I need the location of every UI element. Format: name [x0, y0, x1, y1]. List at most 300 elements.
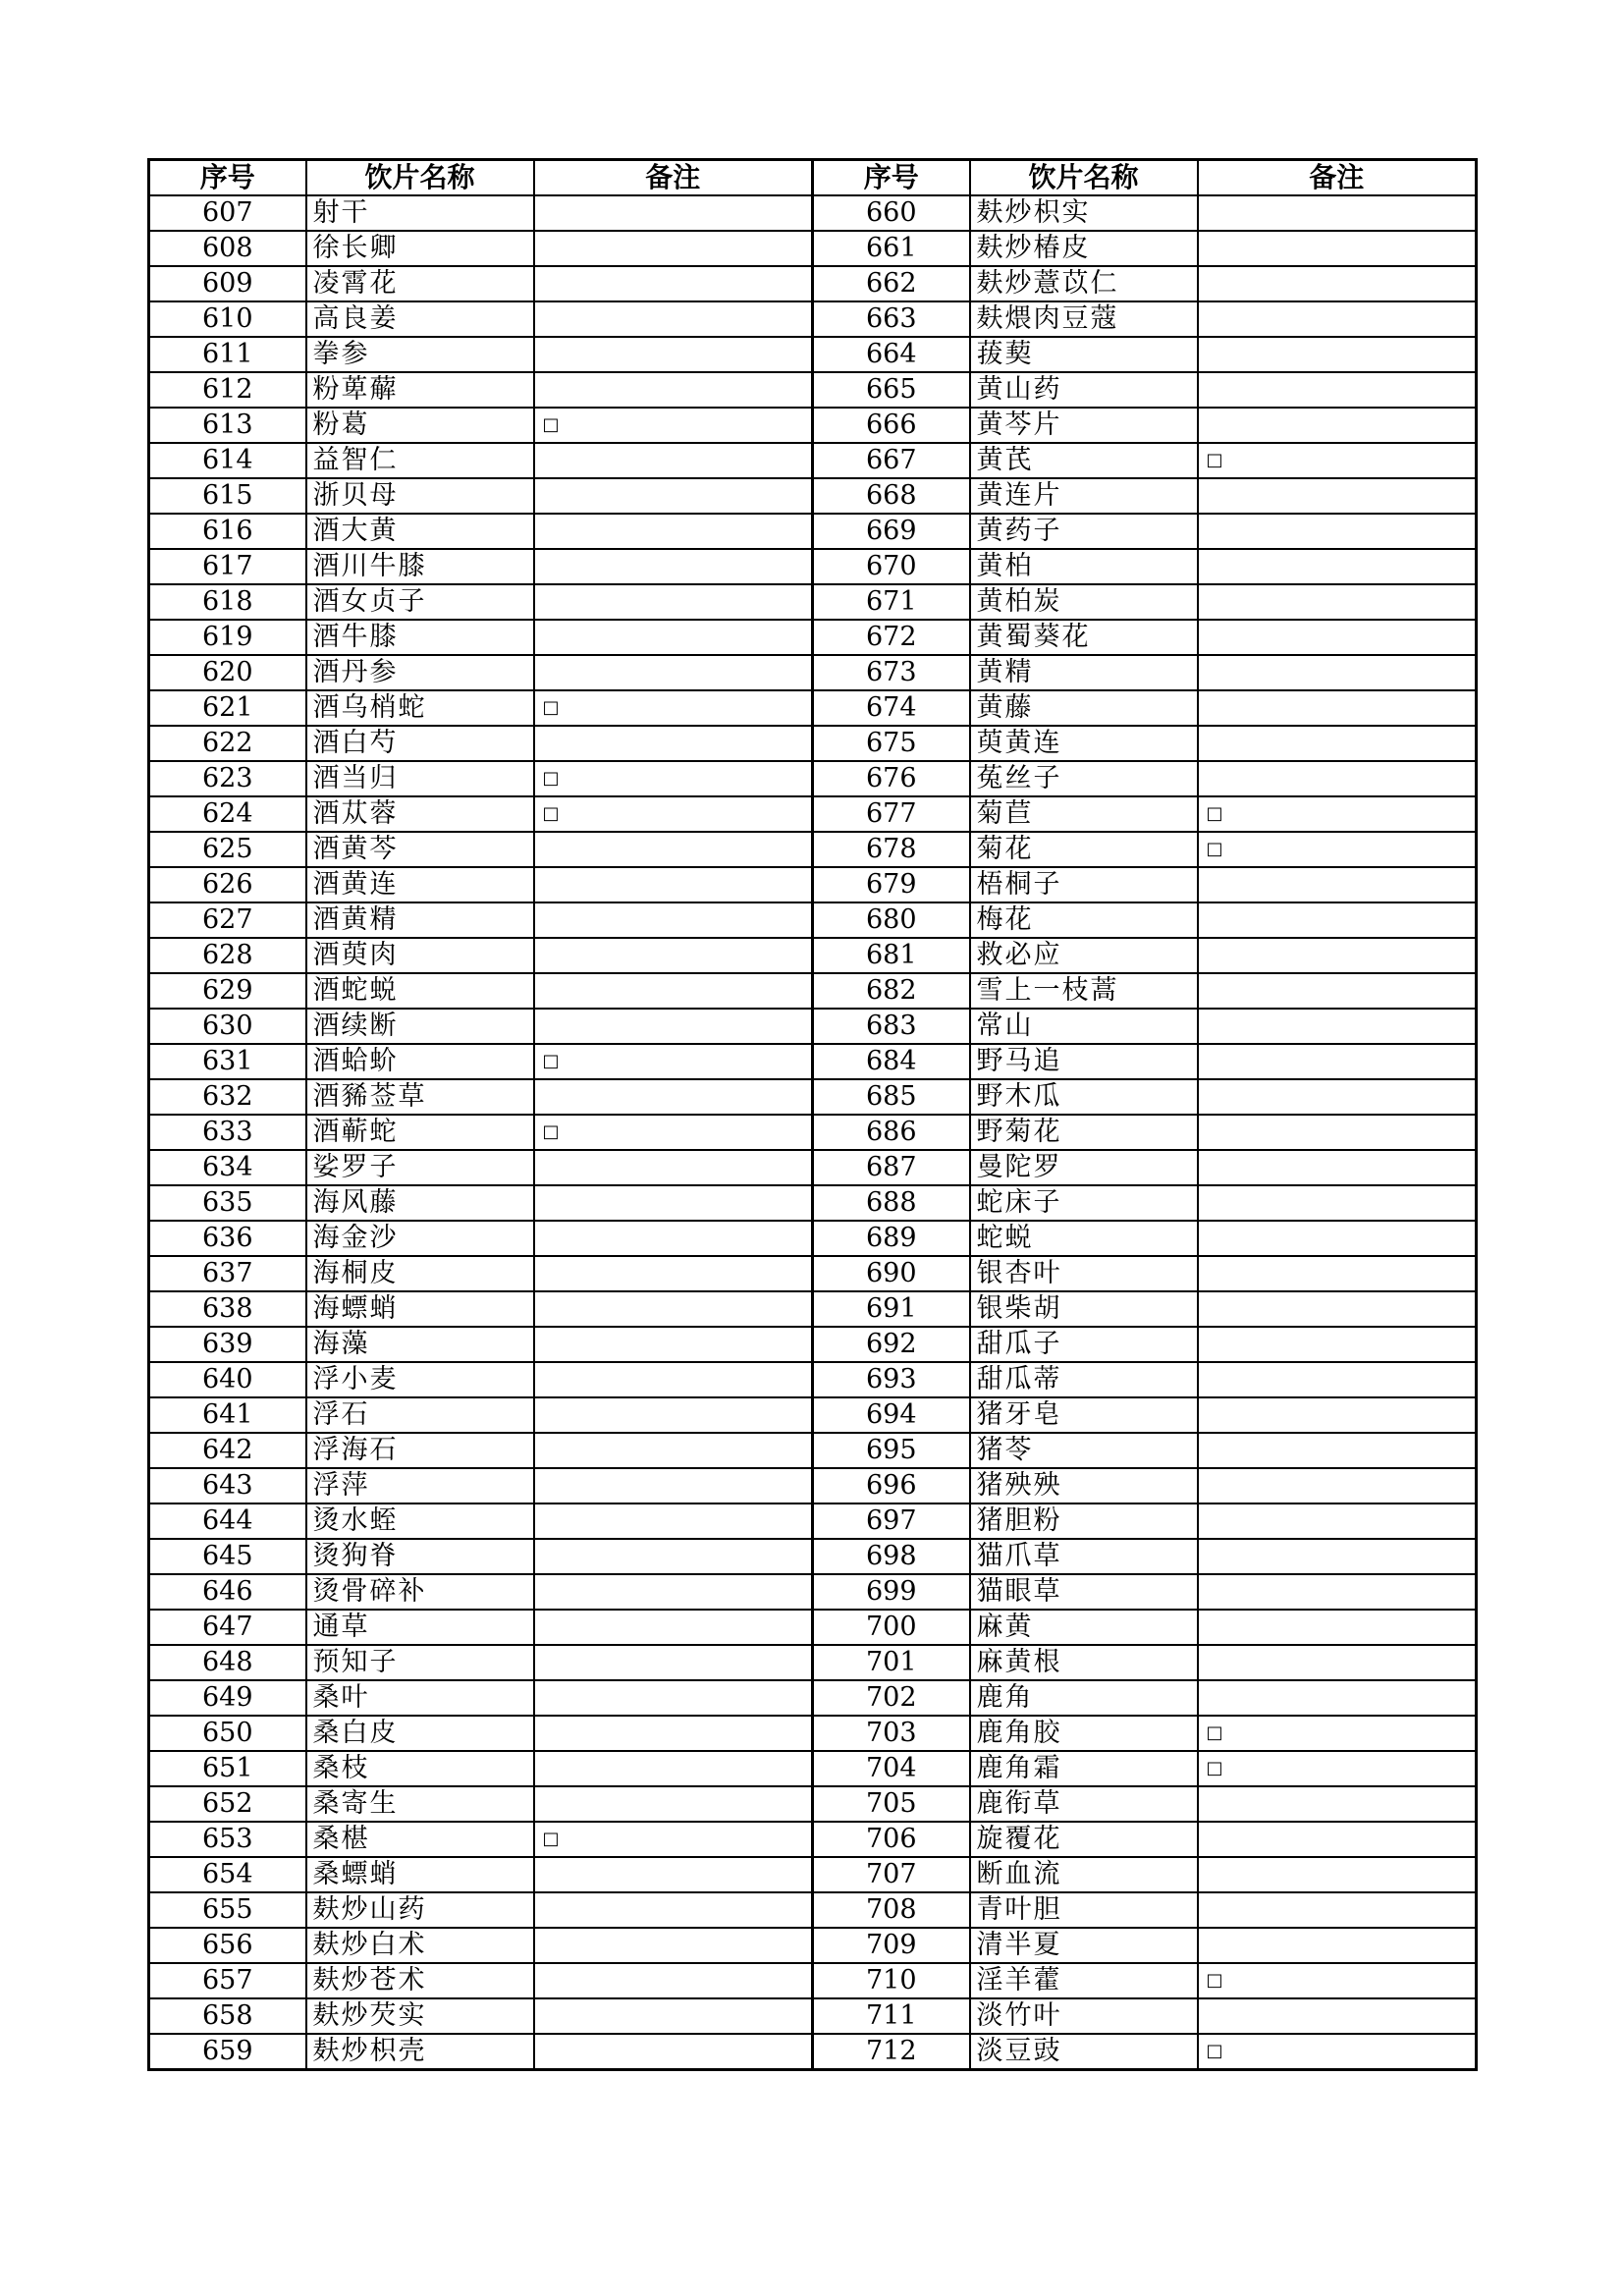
herb-name-cell: 救必应	[970, 938, 1198, 973]
serial-cell: 652	[149, 1786, 306, 1822]
herb-name-cell: 青叶胆	[970, 1892, 1198, 1928]
serial-cell: 632	[149, 1079, 306, 1115]
table-row	[149, 938, 1477, 973]
table-row	[149, 1892, 1477, 1928]
header-name-left: 饮片名称	[306, 160, 534, 196]
herb-name-cell: 梅花	[970, 902, 1198, 938]
header-note-right: 备注	[1198, 160, 1477, 196]
herb-name-cell: 断血流	[970, 1857, 1198, 1892]
herb-name-cell: 麸炒山药	[306, 1892, 534, 1928]
serial-cell: 651	[149, 1751, 306, 1786]
table-row	[149, 1645, 1477, 1680]
herb-name-cell: 甜瓜蒂	[970, 1362, 1198, 1397]
table-row	[149, 337, 1477, 372]
serial-cell: 711	[813, 1998, 970, 2034]
table-row	[149, 1574, 1477, 1610]
table-row	[149, 301, 1477, 337]
herb-name-cell: 酒黄精	[306, 902, 534, 938]
herb-name-cell: 酒黄连	[306, 867, 534, 902]
serial-cell: 611	[149, 337, 306, 372]
herb-name-cell: 猪胆粉	[970, 1503, 1198, 1539]
serial-cell: 636	[149, 1221, 306, 1256]
remark-cell	[534, 443, 813, 478]
serial-cell: 658	[149, 1998, 306, 2034]
serial-cell: 638	[149, 1291, 306, 1327]
remark-cell	[1198, 1680, 1477, 1716]
remark-cell	[534, 301, 813, 337]
remark-cell	[1198, 620, 1477, 655]
herb-name-cell: 酒牛膝	[306, 620, 534, 655]
table-row	[149, 1822, 1477, 1857]
serial-cell: 684	[813, 1044, 970, 1079]
remark-cell	[1198, 372, 1477, 408]
herb-name-cell: 烫骨碎补	[306, 1574, 534, 1610]
serial-cell: 681	[813, 938, 970, 973]
remark-cell	[534, 726, 813, 761]
serial-cell: 628	[149, 938, 306, 973]
herb-name-cell: 酒豨莶草	[306, 1079, 534, 1115]
herb-name-cell: 麻黄根	[970, 1645, 1198, 1680]
serial-cell: 707	[813, 1857, 970, 1892]
herb-name-cell: 麸炒芡实	[306, 1998, 534, 2034]
serial-cell: 648	[149, 1645, 306, 1680]
remark-cell	[534, 1751, 813, 1786]
herb-name-cell: 海风藤	[306, 1185, 534, 1221]
serial-cell: 712	[813, 2034, 970, 2070]
table-row	[149, 1751, 1477, 1786]
serial-cell: 668	[813, 478, 970, 514]
remark-cell	[1198, 761, 1477, 796]
serial-cell: 694	[813, 1397, 970, 1433]
remark-cell	[1198, 1503, 1477, 1539]
table-row	[149, 690, 1477, 726]
serial-cell: 674	[813, 690, 970, 726]
serial-cell: 660	[813, 195, 970, 231]
herb-name-cell: 淡豆豉	[970, 2034, 1198, 2070]
remark-cell	[1198, 1610, 1477, 1645]
herb-name-cell: 桑螵蛸	[306, 1857, 534, 1892]
serial-cell: 672	[813, 620, 970, 655]
serial-cell: 675	[813, 726, 970, 761]
serial-cell: 709	[813, 1928, 970, 1963]
remark-cell	[1198, 1822, 1477, 1857]
serial-cell: 622	[149, 726, 306, 761]
serial-cell: 627	[149, 902, 306, 938]
table-row	[149, 1291, 1477, 1327]
remark-cell	[1198, 1574, 1477, 1610]
serial-cell: 642	[149, 1433, 306, 1468]
herb-name-cell: 猪苓	[970, 1433, 1198, 1468]
herb-name-cell: 桑叶	[306, 1680, 534, 1716]
table-row	[149, 655, 1477, 690]
serial-cell: 705	[813, 1786, 970, 1822]
herb-name-cell: 甜瓜子	[970, 1327, 1198, 1362]
remark-cell	[534, 1574, 813, 1610]
herb-name-cell: 猫爪草	[970, 1539, 1198, 1574]
herb-name-cell: 曼陀罗	[970, 1150, 1198, 1185]
table-row	[149, 1680, 1477, 1716]
header-note-left: 备注	[534, 160, 813, 196]
remark-cell	[1198, 478, 1477, 514]
remark-cell	[534, 1892, 813, 1928]
remark-cell	[534, 1928, 813, 1963]
serial-cell: 633	[149, 1115, 306, 1150]
remark-cell	[1198, 1928, 1477, 1963]
herb-name-cell: 酒当归	[306, 761, 534, 796]
remark-cell	[1198, 231, 1477, 266]
remark-cell	[534, 1610, 813, 1645]
table-row	[149, 1716, 1477, 1751]
table-row	[149, 1079, 1477, 1115]
herb-name-cell: 拳参	[306, 337, 534, 372]
table-row	[149, 1963, 1477, 1998]
table-row	[149, 1221, 1477, 1256]
serial-cell: 609	[149, 266, 306, 301]
serial-cell: 617	[149, 549, 306, 584]
remark-cell	[534, 372, 813, 408]
serial-cell: 667	[813, 443, 970, 478]
remark-cell	[534, 1009, 813, 1044]
serial-cell: 662	[813, 266, 970, 301]
table-row	[149, 726, 1477, 761]
serial-cell: 631	[149, 1044, 306, 1079]
serial-cell: 647	[149, 1610, 306, 1645]
serial-cell: 655	[149, 1892, 306, 1928]
table-row	[149, 832, 1477, 867]
serial-cell: 634	[149, 1150, 306, 1185]
herb-name-cell: 粉葛	[306, 408, 534, 443]
remark-cell	[1198, 1468, 1477, 1503]
table-row	[149, 1362, 1477, 1397]
serial-cell: 691	[813, 1291, 970, 1327]
herb-name-cell: 鹿角	[970, 1680, 1198, 1716]
table-row	[149, 1857, 1477, 1892]
serial-cell: 701	[813, 1645, 970, 1680]
serial-cell: 676	[813, 761, 970, 796]
remark-cell: □	[534, 1822, 813, 1857]
remark-cell	[534, 1998, 813, 2034]
herb-name-cell: 雪上一枝蒿	[970, 973, 1198, 1009]
serial-cell: 661	[813, 231, 970, 266]
remark-cell	[534, 1362, 813, 1397]
serial-cell: 692	[813, 1327, 970, 1362]
remark-cell	[1198, 655, 1477, 690]
remark-cell	[1198, 1892, 1477, 1928]
remark-cell	[534, 231, 813, 266]
serial-cell: 663	[813, 301, 970, 337]
herb-name-cell: 菝葜	[970, 337, 1198, 372]
serial-cell: 687	[813, 1150, 970, 1185]
herb-name-cell: 海金沙	[306, 1221, 534, 1256]
remark-cell	[534, 1079, 813, 1115]
serial-cell: 650	[149, 1716, 306, 1751]
herb-name-cell: 粉萆薢	[306, 372, 534, 408]
herb-name-cell: 凌霄花	[306, 266, 534, 301]
herb-name-cell: 野马追	[970, 1044, 1198, 1079]
remark-cell: □	[534, 1115, 813, 1150]
herb-name-cell: 蛇床子	[970, 1185, 1198, 1221]
remark-cell: □	[534, 690, 813, 726]
herb-name-cell: 烫水蛭	[306, 1503, 534, 1539]
remark-cell	[1198, 1150, 1477, 1185]
remark-cell	[1198, 867, 1477, 902]
remark-cell	[1198, 195, 1477, 231]
remark-cell	[534, 620, 813, 655]
remark-cell	[534, 478, 813, 514]
serial-cell: 653	[149, 1822, 306, 1857]
herb-name-cell: 麸炒薏苡仁	[970, 266, 1198, 301]
herb-name-cell: 野菊花	[970, 1115, 1198, 1150]
remark-cell	[1198, 690, 1477, 726]
remark-cell: □	[1198, 796, 1477, 832]
serial-cell: 693	[813, 1362, 970, 1397]
herb-name-cell: 浮海石	[306, 1433, 534, 1468]
remark-cell	[1198, 1221, 1477, 1256]
herb-name-cell: 酒萸肉	[306, 938, 534, 973]
serial-cell: 708	[813, 1892, 970, 1928]
serial-cell: 704	[813, 1751, 970, 1786]
table-row	[149, 2034, 1477, 2070]
remark-cell	[1198, 408, 1477, 443]
herb-name-cell: 桑寄生	[306, 1786, 534, 1822]
herb-name-cell: 徐长卿	[306, 231, 534, 266]
table-row	[149, 902, 1477, 938]
serial-cell: 678	[813, 832, 970, 867]
table-row	[149, 1433, 1477, 1468]
serial-cell: 610	[149, 301, 306, 337]
remark-cell	[534, 1433, 813, 1468]
serial-cell: 690	[813, 1256, 970, 1291]
remark-cell	[534, 1539, 813, 1574]
remark-cell	[1198, 1044, 1477, 1079]
remark-cell	[534, 584, 813, 620]
table-row	[149, 266, 1477, 301]
remark-cell	[534, 1716, 813, 1751]
remark-cell	[534, 337, 813, 372]
herb-name-cell: 旋覆花	[970, 1822, 1198, 1857]
table-row	[149, 408, 1477, 443]
serial-cell: 630	[149, 1009, 306, 1044]
remark-cell	[1198, 1998, 1477, 2034]
remark-cell: □	[1198, 1751, 1477, 1786]
serial-cell: 645	[149, 1539, 306, 1574]
table-header-row	[149, 160, 1477, 196]
herb-name-cell: 高良姜	[306, 301, 534, 337]
remark-cell	[534, 1185, 813, 1221]
herb-name-cell: 酒白芍	[306, 726, 534, 761]
herb-name-cell: 黄柏	[970, 549, 1198, 584]
herb-name-cell: 桑椹	[306, 1822, 534, 1857]
table-row	[149, 1327, 1477, 1362]
remark-cell	[1198, 1291, 1477, 1327]
table-row	[149, 231, 1477, 266]
serial-cell: 670	[813, 549, 970, 584]
remark-cell	[534, 1256, 813, 1291]
herb-name-cell: 淡竹叶	[970, 1998, 1198, 2034]
remark-cell	[534, 1221, 813, 1256]
serial-cell: 643	[149, 1468, 306, 1503]
table-row	[149, 1009, 1477, 1044]
herb-name-cell: 萸黄连	[970, 726, 1198, 761]
remark-cell	[1198, 902, 1477, 938]
remark-cell	[1198, 973, 1477, 1009]
remark-cell	[534, 1645, 813, 1680]
herb-name-cell: 麸炒枳实	[970, 195, 1198, 231]
herb-name-cell: 海藻	[306, 1327, 534, 1362]
remark-cell	[1198, 1327, 1477, 1362]
serial-cell: 625	[149, 832, 306, 867]
herb-name-cell: 黄山药	[970, 372, 1198, 408]
herb-name-cell: 猪牙皂	[970, 1397, 1198, 1433]
remark-cell	[534, 266, 813, 301]
herb-name-cell: 浮石	[306, 1397, 534, 1433]
remark-cell	[1198, 549, 1477, 584]
herb-name-cell: 黄连片	[970, 478, 1198, 514]
serial-cell: 710	[813, 1963, 970, 1998]
serial-cell: 695	[813, 1433, 970, 1468]
remark-cell	[1198, 726, 1477, 761]
herb-name-cell: 桑枝	[306, 1751, 534, 1786]
remark-cell: □	[534, 796, 813, 832]
herb-name-cell: 酒续断	[306, 1009, 534, 1044]
table-row	[149, 584, 1477, 620]
herb-name-cell: 烫狗脊	[306, 1539, 534, 1574]
table-row	[149, 796, 1477, 832]
table-body	[149, 195, 1477, 2070]
herb-list-table	[147, 158, 1478, 2071]
document-page	[147, 158, 1475, 2071]
table-row	[149, 1468, 1477, 1503]
header-serial-right: 序号	[813, 160, 970, 196]
remark-cell	[534, 1680, 813, 1716]
remark-cell	[1198, 584, 1477, 620]
herb-name-cell: 猪殃殃	[970, 1468, 1198, 1503]
herb-name-cell: 娑罗子	[306, 1150, 534, 1185]
table-row	[149, 1928, 1477, 1963]
serial-cell: 619	[149, 620, 306, 655]
serial-cell: 703	[813, 1716, 970, 1751]
remark-cell: □	[1198, 443, 1477, 478]
remark-cell: □	[1198, 1963, 1477, 1998]
serial-cell: 665	[813, 372, 970, 408]
serial-cell: 607	[149, 195, 306, 231]
remark-cell: □	[1198, 832, 1477, 867]
remark-cell	[1198, 1645, 1477, 1680]
remark-cell	[534, 1397, 813, 1433]
table-row	[149, 1998, 1477, 2034]
remark-cell	[1198, 1009, 1477, 1044]
table-row	[149, 1150, 1477, 1185]
herb-name-cell: 酒女贞子	[306, 584, 534, 620]
serial-cell: 686	[813, 1115, 970, 1150]
remark-cell: □	[1198, 1716, 1477, 1751]
table-row	[149, 1610, 1477, 1645]
remark-cell	[534, 1291, 813, 1327]
remark-cell	[534, 1150, 813, 1185]
remark-cell	[534, 938, 813, 973]
herb-name-cell: 通草	[306, 1610, 534, 1645]
remark-cell	[1198, 1115, 1477, 1150]
herb-name-cell: 浙贝母	[306, 478, 534, 514]
herb-name-cell: 鹿角胶	[970, 1716, 1198, 1751]
serial-cell: 629	[149, 973, 306, 1009]
herb-name-cell: 麸炒苍术	[306, 1963, 534, 1998]
herb-name-cell: 麸炒枳壳	[306, 2034, 534, 2070]
herb-name-cell: 银柴胡	[970, 1291, 1198, 1327]
serial-cell: 666	[813, 408, 970, 443]
serial-cell: 618	[149, 584, 306, 620]
herb-name-cell: 黄芩片	[970, 408, 1198, 443]
remark-cell: □	[534, 408, 813, 443]
remark-cell	[1198, 938, 1477, 973]
herb-name-cell: 麸炒椿皮	[970, 231, 1198, 266]
remark-cell	[1198, 1362, 1477, 1397]
table-row	[149, 620, 1477, 655]
serial-cell: 614	[149, 443, 306, 478]
serial-cell: 641	[149, 1397, 306, 1433]
serial-cell: 626	[149, 867, 306, 902]
remark-cell	[1198, 1539, 1477, 1574]
herb-name-cell: 酒蛇蜕	[306, 973, 534, 1009]
serial-cell: 664	[813, 337, 970, 372]
herb-name-cell: 酒丹参	[306, 655, 534, 690]
serial-cell: 699	[813, 1574, 970, 1610]
herb-name-cell: 海螵蛸	[306, 1291, 534, 1327]
serial-cell: 669	[813, 514, 970, 549]
table-row	[149, 1044, 1477, 1079]
remark-cell	[534, 655, 813, 690]
herb-name-cell: 酒苁蓉	[306, 796, 534, 832]
herb-name-cell: 黄精	[970, 655, 1198, 690]
remark-cell	[534, 1327, 813, 1362]
serial-cell: 612	[149, 372, 306, 408]
serial-cell: 608	[149, 231, 306, 266]
serial-cell: 696	[813, 1468, 970, 1503]
serial-cell: 657	[149, 1963, 306, 1998]
serial-cell: 698	[813, 1539, 970, 1574]
remark-cell: □	[534, 1044, 813, 1079]
table-row	[149, 514, 1477, 549]
serial-cell: 623	[149, 761, 306, 796]
herb-name-cell: 鹿衔草	[970, 1786, 1198, 1822]
herb-name-cell: 酒蛤蚧	[306, 1044, 534, 1079]
herb-name-cell: 常山	[970, 1009, 1198, 1044]
remark-cell	[1198, 514, 1477, 549]
herb-name-cell: 银杏叶	[970, 1256, 1198, 1291]
herb-name-cell: 浮小麦	[306, 1362, 534, 1397]
herb-name-cell: 黄芪	[970, 443, 1198, 478]
remark-cell	[534, 1857, 813, 1892]
remark-cell: □	[1198, 2034, 1477, 2070]
remark-cell	[1198, 266, 1477, 301]
remark-cell	[534, 1468, 813, 1503]
herb-name-cell: 猫眼草	[970, 1574, 1198, 1610]
remark-cell	[534, 549, 813, 584]
table-row	[149, 549, 1477, 584]
remark-cell	[1198, 1256, 1477, 1291]
remark-cell	[534, 1786, 813, 1822]
table-row	[149, 973, 1477, 1009]
serial-cell: 682	[813, 973, 970, 1009]
herb-name-cell: 黄柏炭	[970, 584, 1198, 620]
herb-name-cell: 酒大黄	[306, 514, 534, 549]
herb-name-cell: 浮萍	[306, 1468, 534, 1503]
herb-name-cell: 黄药子	[970, 514, 1198, 549]
herb-name-cell: 黄蜀葵花	[970, 620, 1198, 655]
header-serial-left: 序号	[149, 160, 306, 196]
serial-cell: 685	[813, 1079, 970, 1115]
serial-cell: 621	[149, 690, 306, 726]
